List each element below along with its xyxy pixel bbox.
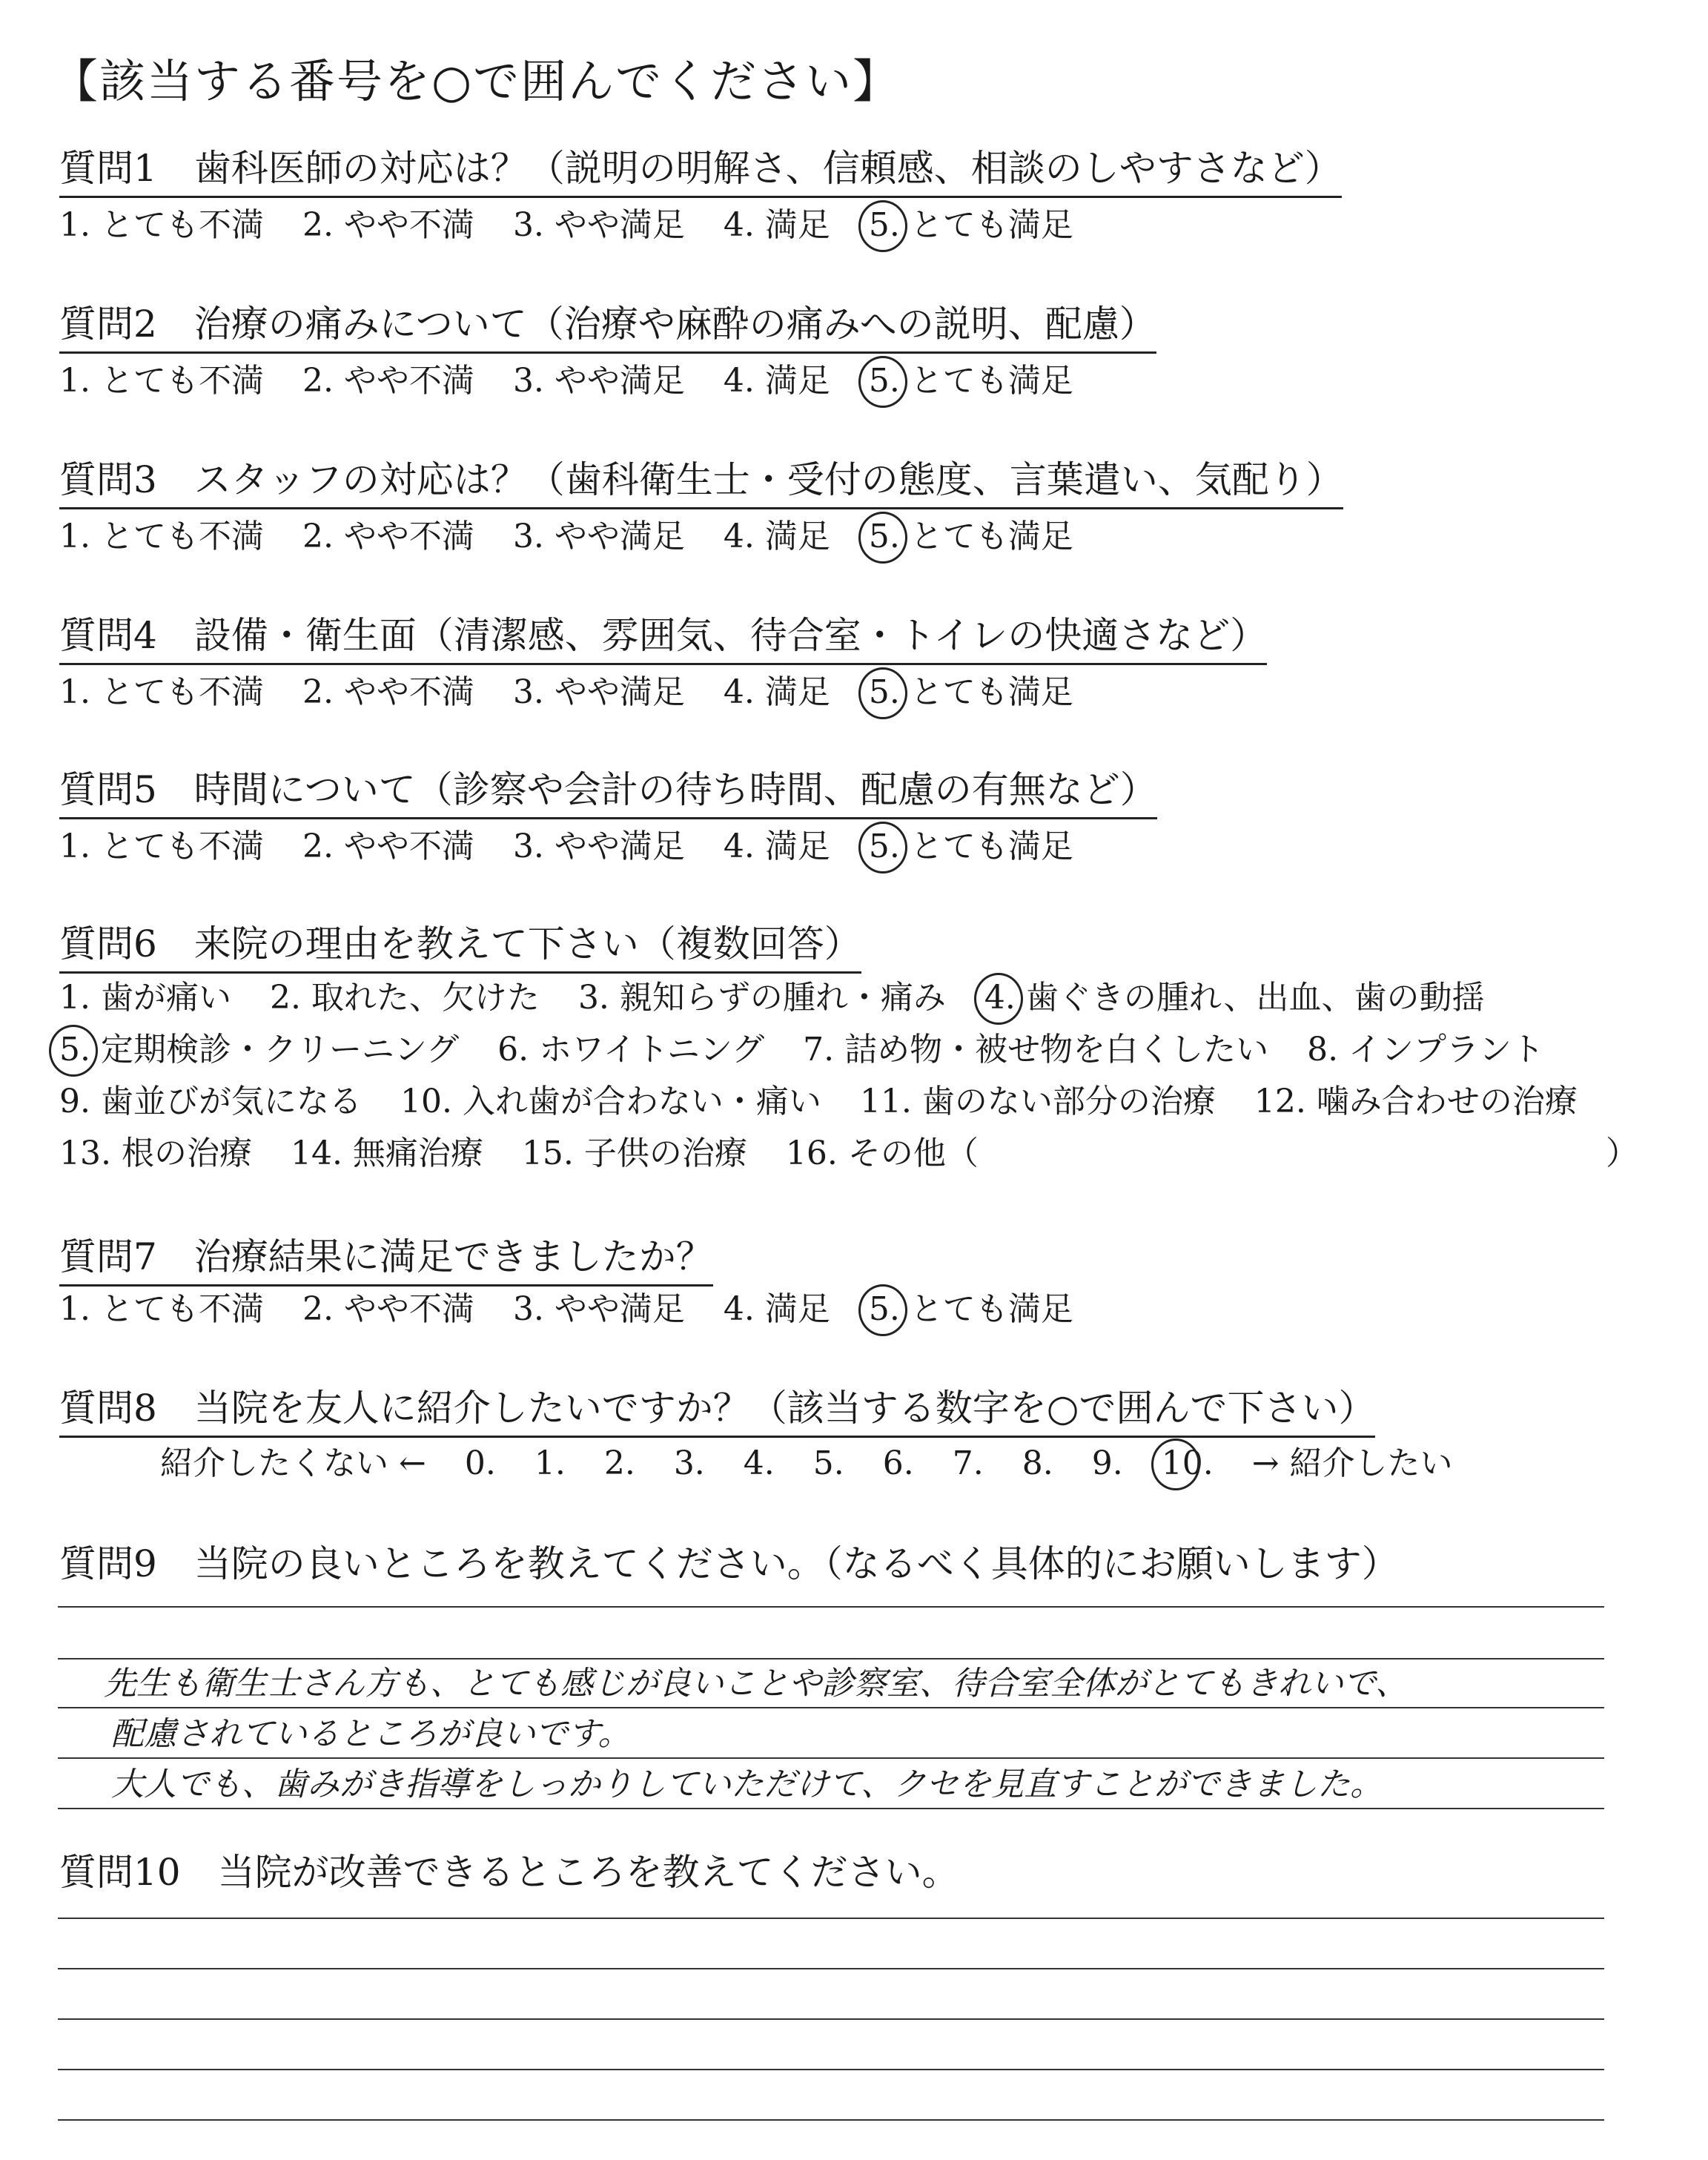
question-4-options xyxy=(59,672,1073,713)
answer-line xyxy=(58,1757,1604,1759)
q4-option-3[interactable]: 3. やや満足 xyxy=(512,673,685,711)
q5-option-5-number: 5. xyxy=(868,828,900,865)
q4-option-4[interactable]: 4. 満足 xyxy=(723,673,830,711)
q1-option-5-circled[interactable] xyxy=(869,205,1073,246)
q4-option-5-circled[interactable] xyxy=(869,672,1073,713)
q5-option-3[interactable]: 3. やや満足 xyxy=(512,828,685,865)
q1-option-5-label: とても満足 xyxy=(910,206,1073,244)
q6-option-9[interactable]: 9. 歯並びが気になる xyxy=(59,1083,362,1120)
q7-option-5-label: とても満足 xyxy=(910,1290,1073,1328)
q6-option-6[interactable]: 6. ホワイトニング xyxy=(497,1031,765,1069)
q7-option-1[interactable]: 1. とても不満 xyxy=(59,1290,264,1328)
q8-number-9[interactable]: 9. xyxy=(1091,1444,1123,1482)
q9-handwritten-line-3: 大人でも、歯みがき指導をしっかりしていただけて、クセを見直すことができました。 xyxy=(111,1766,1383,1803)
q3-option-5-label: とても満足 xyxy=(910,518,1073,555)
q4-option-5-label: とても満足 xyxy=(910,673,1073,711)
q9-handwritten-line-2: 配慮されているところが良いです。 xyxy=(111,1715,631,1753)
q2-option-5-number: 5. xyxy=(868,362,900,400)
q8-number-7[interactable]: 7. xyxy=(952,1444,984,1482)
q6-option-11[interactable]: 11. 歯のない部分の治療 xyxy=(859,1083,1216,1120)
q4-option-5-number: 5. xyxy=(868,673,900,711)
question-5-options xyxy=(59,826,1073,868)
q8-number-10-circled[interactable] xyxy=(1162,1443,1214,1484)
q3-option-2[interactable]: 2. やや不満 xyxy=(302,518,474,555)
q5-option-2[interactable]: 2. やや不満 xyxy=(302,828,474,865)
q2-option-5-label: とても満足 xyxy=(910,362,1073,400)
question-4-title: 質問4 設備・衛生面（清潔感、雰囲気、待合室・トイレの快適さなど） xyxy=(59,612,1267,665)
q8-number-3[interactable]: 3. xyxy=(673,1444,705,1482)
q6-option-5-label: 定期検診・クリーニング xyxy=(100,1031,460,1069)
q6-option-5-number: 5. xyxy=(59,1031,90,1069)
q5-option-4[interactable]: 4. 満足 xyxy=(723,828,830,865)
q6-option-15[interactable]: 15. 子供の治療 xyxy=(521,1135,747,1172)
q7-option-5-circled[interactable] xyxy=(869,1289,1073,1330)
q8-number-6[interactable]: 6. xyxy=(882,1444,914,1482)
q3-option-4[interactable]: 4. 満足 xyxy=(723,518,830,555)
question-5-title: 質問5 時間について（診察や会計の待ち時間、配慮の有無など） xyxy=(59,767,1157,819)
q2-option-2[interactable]: 2. やや不満 xyxy=(302,362,474,400)
q6-option-2[interactable]: 2. 取れた、欠けた xyxy=(269,979,540,1017)
q6-option-13[interactable]: 13. 根の治療 xyxy=(59,1135,252,1172)
q6-option-10[interactable]: 10. 入れ歯が合わない・痛い xyxy=(400,1083,821,1120)
q6-option-7[interactable]: 7. 詰め物・被せ物を白くしたい xyxy=(803,1031,1269,1069)
answer-line xyxy=(58,2119,1604,2121)
q8-number-2[interactable]: 2. xyxy=(603,1444,635,1482)
q7-option-4[interactable]: 4. 満足 xyxy=(723,1290,830,1328)
q8-number-4[interactable]: 4. xyxy=(743,1444,775,1482)
q3-option-3[interactable]: 3. やや満足 xyxy=(512,518,685,555)
answer-line xyxy=(58,1918,1604,1919)
question-6-title: 質問6 来院の理由を教えて下さい（複数回答） xyxy=(59,921,861,974)
q8-right-label: → 紹介したい xyxy=(1251,1444,1453,1482)
q5-option-1[interactable]: 1. とても不満 xyxy=(59,828,264,865)
q3-option-1[interactable]: 1. とても不満 xyxy=(59,518,264,555)
q7-option-3[interactable]: 3. やや満足 xyxy=(512,1290,685,1328)
q6-option-12[interactable]: 12. 噛み合わせの治療 xyxy=(1254,1083,1578,1120)
q6-other-close-paren: ） xyxy=(1606,1135,1638,1172)
q6-option-4-number: 4. xyxy=(984,979,1016,1017)
page-title: 【該当する番号を○で囲んでください】 xyxy=(52,54,901,108)
question-6-row-1 xyxy=(59,977,1485,1019)
q7-option-2[interactable]: 2. やや不満 xyxy=(302,1290,474,1328)
q6-option-1[interactable]: 1. 歯が痛い xyxy=(59,979,231,1017)
q2-option-1[interactable]: 1. とても不満 xyxy=(59,362,264,400)
q1-option-4[interactable]: 4. 満足 xyxy=(723,206,830,244)
question-6-row-3 xyxy=(59,1081,1578,1123)
question-3-title: 質問3 スタッフの対応は？（歯科衛生士・受付の態度、言葉遣い、気配り） xyxy=(59,457,1343,509)
question-2-title: 質問2 治療の痛みについて（治療や麻酔の痛みへの説明、配慮） xyxy=(59,301,1156,354)
q9-handwritten-line-1: 先生も衛生士さん方も、とても感じが良いことや診察室、待合室全体がとてもきれいで、 xyxy=(104,1665,1409,1702)
q3-option-5-number: 5. xyxy=(868,518,900,555)
q1-option-1[interactable]: 1. とても不満 xyxy=(59,206,264,244)
q2-option-3[interactable]: 3. やや満足 xyxy=(512,362,685,400)
q8-number-8[interactable]: 8. xyxy=(1022,1444,1053,1482)
q5-option-5-label: とても満足 xyxy=(910,828,1073,865)
q6-option-3[interactable]: 3. 親知らずの腫れ・痛み xyxy=(577,979,946,1017)
question-9-title: 質問9 当院の良いところを教えてください。（なるべく具体的にお願いします） xyxy=(59,1542,1399,1585)
q2-option-4[interactable]: 4. 満足 xyxy=(723,362,830,400)
answer-line xyxy=(58,1968,1604,1969)
q7-option-5-number: 5. xyxy=(868,1290,900,1328)
question-10-title: 質問10 当院が改善できるところを教えてください。 xyxy=(59,1851,959,1894)
answer-line xyxy=(58,2018,1604,2020)
question-7-title: 質問7 治療結果に満足できましたか？ xyxy=(59,1234,713,1287)
q4-option-1[interactable]: 1. とても不満 xyxy=(59,673,264,711)
answer-line xyxy=(58,1658,1604,1659)
q2-option-5-circled[interactable] xyxy=(869,360,1073,402)
q8-number-0[interactable]: 0. xyxy=(464,1444,496,1482)
answer-line xyxy=(58,1808,1604,1809)
q8-number-10: 10. xyxy=(1161,1444,1214,1482)
q6-option-5-circled[interactable] xyxy=(59,1029,459,1071)
q6-option-4-label: 歯ぐきの腫れ、出血、歯の動揺 xyxy=(1025,979,1485,1017)
q6-option-14[interactable]: 14. 無痛治療 xyxy=(290,1135,483,1172)
q8-left-label: 紹介したくない ← xyxy=(160,1444,426,1482)
q4-option-2[interactable]: 2. やや不満 xyxy=(302,673,474,711)
question-8-scale xyxy=(160,1443,1453,1484)
question-6-row-4 xyxy=(59,1133,979,1175)
question-3-options xyxy=(59,516,1073,558)
question-8-title: 質問8 当院を友人に紹介したいですか？（該当する数字を○で囲んで下さい） xyxy=(59,1385,1375,1438)
q6-option-8[interactable]: 8. インプラント xyxy=(1307,1031,1545,1069)
q6-option-4-circled[interactable] xyxy=(984,977,1485,1019)
q1-option-5-number: 5. xyxy=(868,206,900,244)
question-1-title: 質問1 歯科医師の対応は？（説明の明解さ、信頼感、相談のしやすさなど） xyxy=(59,145,1342,198)
q1-option-3[interactable]: 3. やや満足 xyxy=(512,206,685,244)
question-7-options xyxy=(59,1289,1073,1330)
q8-number-5[interactable]: 5. xyxy=(812,1444,844,1482)
answer-line xyxy=(58,1707,1604,1708)
answer-line xyxy=(58,1606,1604,1608)
q6-option-16[interactable]: 16. その他（ xyxy=(785,1135,979,1172)
answer-line xyxy=(58,2069,1604,2070)
q3-option-5-circled[interactable] xyxy=(869,516,1073,558)
q8-number-1[interactable]: 1. xyxy=(534,1444,566,1482)
q5-option-5-circled[interactable] xyxy=(869,826,1073,868)
q1-option-2[interactable]: 2. やや不満 xyxy=(302,206,474,244)
question-2-options xyxy=(59,360,1073,402)
question-6-row-2 xyxy=(59,1029,1544,1071)
question-1-options xyxy=(59,205,1073,246)
